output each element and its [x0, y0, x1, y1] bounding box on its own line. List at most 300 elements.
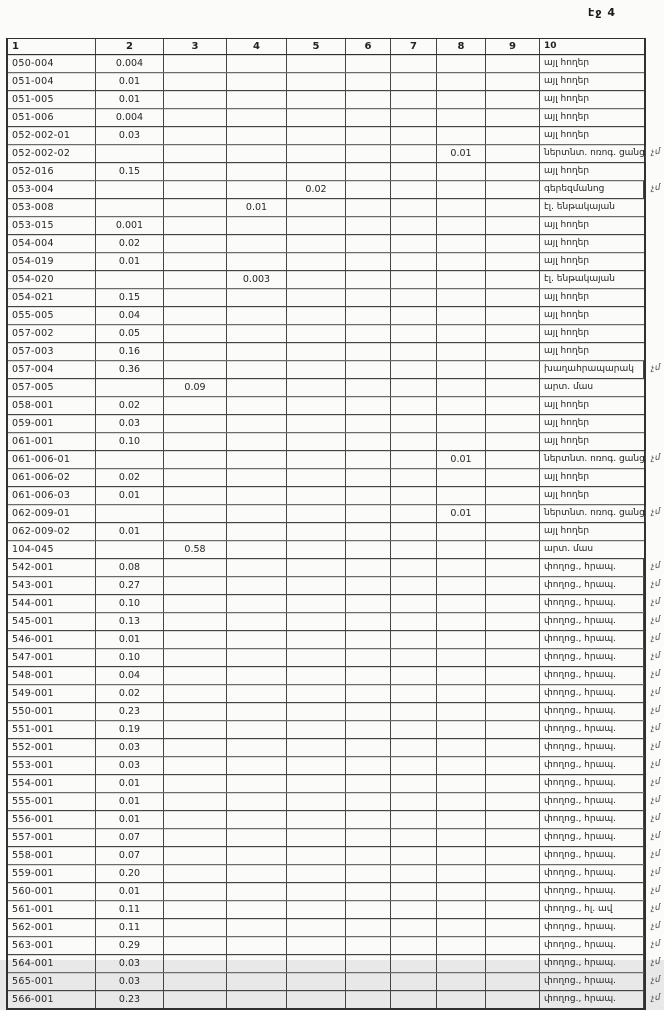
cell-col-10: փողոց., հլ. ավ: [540, 901, 644, 918]
cell-col-4: [227, 973, 287, 990]
handwritten-margin-mark: չմ: [650, 614, 662, 626]
header-cell-6: 6: [346, 39, 391, 54]
cell-col-6: [346, 235, 391, 252]
cell-col-3: [164, 631, 227, 648]
table-row: [8, 559, 662, 577]
cell-col-9: [486, 523, 540, 540]
cell-col-7: [391, 253, 437, 270]
cell-col-5: [287, 955, 346, 972]
table-row: [8, 613, 662, 631]
handwritten-margin-mark: չմ: [650, 812, 662, 824]
cell-col-8: [437, 973, 486, 990]
cell-col-5: [287, 649, 346, 666]
cell-col-6: [346, 271, 391, 288]
cell-col-1: 549-001: [8, 685, 96, 702]
cell-col-3: [164, 487, 227, 504]
cell-col-1: 052-002-01: [8, 127, 96, 144]
cell-col-1: 547-001: [8, 649, 96, 666]
cell-col-9: [486, 811, 540, 828]
cell-col-3: [164, 523, 227, 540]
cell-col-10: փողոց., հրապ.: [540, 577, 644, 594]
table-row: [8, 163, 644, 181]
cell-col-3: [164, 127, 227, 144]
cell-col-3: [164, 829, 227, 846]
cell-col-8: 0.01: [437, 451, 486, 468]
cell-col-8: [437, 577, 486, 594]
cell-col-3: [164, 883, 227, 900]
cell-col-5: [287, 739, 346, 756]
cell-col-7: [391, 991, 437, 1008]
table-row: [8, 667, 662, 685]
cell-col-2: 0.27: [96, 577, 164, 594]
cell-col-10: այլ հողեր: [544, 346, 590, 356]
cell-col-4: [227, 901, 287, 918]
cell-col-10: փողոց., հրապ.: [540, 721, 644, 738]
cell-col-6: [346, 91, 391, 108]
cell-col-2: 0.04: [96, 667, 164, 684]
cell-col-9: [486, 127, 540, 144]
cell-col-8: [437, 289, 486, 306]
cell-col-9: [486, 847, 540, 864]
table-row: [8, 127, 644, 145]
cell-col-8: [437, 559, 486, 576]
cell-col-5: [287, 73, 346, 90]
cell-col-3: [164, 73, 227, 90]
cell-col-8: [437, 487, 486, 504]
cell-col-3: [164, 973, 227, 990]
cell-col-2: 0.01: [96, 253, 164, 270]
cell-col-2: 0.004: [96, 109, 164, 126]
cell-col-6: [346, 361, 391, 378]
data-table: [6, 38, 662, 1010]
cell-col-6: [346, 505, 391, 522]
cell-col-2: 0.15: [96, 289, 164, 306]
cell-col-1: 544-001: [8, 595, 96, 612]
cell-col-4: [227, 433, 287, 450]
handwritten-margin-mark: չմ: [650, 740, 662, 752]
table-row: [8, 307, 644, 325]
cell-col-5: [287, 847, 346, 864]
handwritten-margin-mark: չմ: [650, 902, 662, 914]
cell-col-5: [287, 55, 346, 72]
cell-col-4: [227, 847, 287, 864]
header-cell-1: 1: [8, 39, 96, 54]
cell-col-1: 057-003: [8, 343, 96, 360]
table-row: [8, 847, 662, 865]
cell-col-10: փողոց., հրապ.: [540, 955, 644, 972]
cell-col-6: [346, 703, 391, 720]
cell-col-10: ներտնտ. ոռոգ. ցանց: [540, 451, 646, 468]
header-cell-7: 7: [391, 39, 437, 54]
table-row: [8, 829, 662, 847]
cell-col-2: 0.01: [96, 811, 164, 828]
cell-col-8: [437, 955, 486, 972]
cell-col-7: [391, 469, 437, 486]
cell-col-2: 0.02: [96, 397, 164, 414]
cell-col-10: փողոց., հրապ.: [540, 991, 644, 1008]
cell-col-8: [437, 271, 486, 288]
header-cell-4: 4: [227, 39, 287, 54]
cell-col-2: [96, 379, 164, 396]
cell-col-8: [437, 307, 486, 324]
cell-col-10: փողոց., հրապ.: [540, 811, 644, 828]
cell-col-5: [287, 91, 346, 108]
cell-col-10: փողոց., հրապ.: [540, 631, 644, 648]
cell-col-2: 0.02: [96, 235, 164, 252]
table-row: [8, 91, 644, 109]
cell-col-5: [287, 451, 346, 468]
cell-col-4: [227, 451, 287, 468]
cell-col-10: այլ հողեր: [544, 400, 590, 410]
cell-col-4: [227, 127, 287, 144]
cell-col-8: [437, 361, 486, 378]
cell-col-10: փողոց., հրապ.: [540, 613, 644, 630]
cell-col-7: [391, 289, 437, 306]
cell-col-8: [437, 325, 486, 342]
cell-col-8: [437, 379, 486, 396]
cell-col-9: [486, 541, 540, 558]
table-row: [8, 271, 644, 289]
cell-col-3: [164, 253, 227, 270]
cell-col-9: [486, 865, 540, 882]
cell-col-7: [391, 217, 437, 234]
cell-col-5: [287, 415, 346, 432]
cell-col-3: [164, 901, 227, 918]
cell-col-4: [227, 631, 287, 648]
cell-col-7: [391, 721, 437, 738]
cell-col-9: [486, 253, 540, 270]
cell-col-1: 055-005: [8, 307, 96, 324]
handwritten-margin-mark: չմ: [650, 938, 662, 950]
cell-col-2: 0.23: [96, 991, 164, 1008]
cell-col-7: [391, 415, 437, 432]
handwritten-margin-mark: չմ: [650, 992, 662, 1004]
cell-col-5: [287, 973, 346, 990]
cell-col-3: [164, 109, 227, 126]
cell-col-5: [287, 163, 346, 180]
cell-col-2: 0.15: [96, 163, 164, 180]
cell-col-9: [486, 379, 540, 396]
cell-col-10: այլ հողեր: [544, 58, 590, 68]
cell-col-6: [346, 73, 391, 90]
cell-col-5: [287, 469, 346, 486]
cell-col-8: [437, 109, 486, 126]
cell-col-3: [164, 667, 227, 684]
handwritten-margin-mark: չմ: [650, 596, 662, 608]
cell-col-5: [287, 793, 346, 810]
cell-col-3: [164, 271, 227, 288]
cell-col-1: 566-001: [8, 991, 96, 1008]
cell-col-6: [346, 181, 391, 198]
cell-col-2: [96, 199, 164, 216]
cell-col-8: [437, 667, 486, 684]
cell-col-6: [346, 721, 391, 738]
cell-col-4: [227, 541, 287, 558]
cell-col-7: [391, 181, 437, 198]
cell-col-1: 557-001: [8, 829, 96, 846]
cell-col-7: [391, 757, 437, 774]
cell-col-7: [391, 109, 437, 126]
cell-col-3: [164, 91, 227, 108]
cell-col-1: 058-001: [8, 397, 96, 414]
cell-col-6: [346, 739, 391, 756]
cell-col-10: այլ հողեր: [544, 526, 590, 536]
table-row: [8, 487, 644, 505]
cell-col-6: [346, 991, 391, 1008]
cell-col-10: փողոց., հրապ.: [540, 775, 644, 792]
cell-col-7: [391, 577, 437, 594]
cell-col-8: [437, 775, 486, 792]
table-row: [8, 361, 662, 379]
handwritten-margin-mark: չմ: [650, 668, 662, 680]
cell-col-2: 0.07: [96, 829, 164, 846]
cell-col-1: 062-009-02: [8, 523, 96, 540]
cell-col-2: 0.10: [96, 433, 164, 450]
cell-col-1: 560-001: [8, 883, 96, 900]
page-number-label: էջ 4: [588, 6, 616, 19]
cell-col-7: [391, 631, 437, 648]
cell-col-10: փողոց., հրապ.: [540, 883, 644, 900]
cell-col-6: [346, 901, 391, 918]
cell-col-9: [486, 307, 540, 324]
handwritten-margin-mark: չմ: [650, 776, 662, 788]
cell-col-9: [486, 361, 540, 378]
cell-col-10: այլ հողեր: [544, 238, 590, 248]
cell-col-7: [391, 325, 437, 342]
cell-col-5: [287, 541, 346, 558]
cell-col-1: 051-004: [8, 73, 96, 90]
cell-col-2: 0.01: [96, 487, 164, 504]
header-cell-2: 2: [96, 39, 164, 54]
cell-col-5: [287, 199, 346, 216]
cell-col-5: [287, 829, 346, 846]
cell-col-6: [346, 973, 391, 990]
table-row: [8, 469, 644, 487]
cell-col-4: [227, 253, 287, 270]
cell-col-3: [164, 739, 227, 756]
cell-col-10: այլ հողեր: [544, 436, 590, 446]
cell-col-5: [287, 109, 346, 126]
cell-col-1: 053-015: [8, 217, 96, 234]
cell-col-3: [164, 415, 227, 432]
table-row: [8, 451, 662, 469]
cell-col-6: [346, 577, 391, 594]
cell-col-8: [437, 739, 486, 756]
table-row: [8, 235, 644, 253]
cell-col-1: 561-001: [8, 901, 96, 918]
cell-col-3: [164, 595, 227, 612]
cell-col-4: [227, 505, 287, 522]
cell-col-9: [486, 451, 540, 468]
handwritten-margin-mark: չմ: [650, 452, 662, 464]
cell-col-10: այլ հողեր: [544, 130, 590, 140]
cell-col-2: 0.04: [96, 307, 164, 324]
cell-col-5: [287, 127, 346, 144]
cell-col-9: [486, 163, 540, 180]
handwritten-margin-mark: չմ: [650, 722, 662, 734]
cell-col-10: արտ. մաս: [544, 544, 594, 554]
table-row: [8, 865, 662, 883]
cell-col-10: այլ հողեր: [544, 112, 590, 122]
handwritten-margin-mark: չմ: [650, 830, 662, 842]
cell-col-6: [346, 199, 391, 216]
cell-col-3: 0.58: [164, 541, 227, 558]
cell-col-1: 545-001: [8, 613, 96, 630]
cell-col-6: [346, 217, 391, 234]
cell-col-9: [486, 649, 540, 666]
cell-col-9: [486, 415, 540, 432]
cell-col-2: 0.16: [96, 343, 164, 360]
cell-col-7: [391, 667, 437, 684]
cell-col-10: այլ հողեր: [544, 292, 590, 302]
cell-col-3: [164, 991, 227, 1008]
cell-col-3: [164, 181, 227, 198]
cell-col-2: 0.03: [96, 415, 164, 432]
handwritten-margin-mark: չմ: [650, 578, 662, 590]
cell-col-5: [287, 289, 346, 306]
cell-col-3: [164, 685, 227, 702]
cell-col-2: 0.001: [96, 217, 164, 234]
cell-col-7: [391, 937, 437, 954]
handwritten-margin-mark: չմ: [650, 794, 662, 806]
cell-col-4: [227, 559, 287, 576]
cell-col-2: 0.10: [96, 595, 164, 612]
table-row: [8, 883, 662, 901]
cell-col-6: [346, 955, 391, 972]
cell-col-7: [391, 541, 437, 558]
cell-col-5: [287, 901, 346, 918]
cell-col-7: [391, 307, 437, 324]
cell-col-1: 559-001: [8, 865, 96, 882]
cell-col-9: [486, 667, 540, 684]
table-row: [8, 919, 662, 937]
cell-col-8: [437, 919, 486, 936]
table-row: [8, 631, 662, 649]
cell-col-1: 057-002: [8, 325, 96, 342]
cell-col-8: [437, 883, 486, 900]
handwritten-margin-mark: չմ: [650, 974, 662, 986]
cell-col-6: [346, 451, 391, 468]
cell-col-9: [486, 757, 540, 774]
cell-col-4: [227, 469, 287, 486]
cell-col-5: [287, 775, 346, 792]
cell-col-5: [287, 271, 346, 288]
cell-col-8: [437, 829, 486, 846]
table-row: [8, 739, 662, 757]
cell-col-1: 551-001: [8, 721, 96, 738]
cell-col-2: 0.01: [96, 793, 164, 810]
cell-col-4: [227, 919, 287, 936]
cell-col-5: [287, 397, 346, 414]
cell-col-9: [486, 55, 540, 72]
cell-col-9: [486, 631, 540, 648]
cell-col-10: փողոց., հրապ.: [540, 757, 644, 774]
cell-col-9: [486, 145, 540, 162]
cell-col-1: 104-045: [8, 541, 96, 558]
cell-col-3: [164, 343, 227, 360]
cell-col-8: 0.01: [437, 145, 486, 162]
table-row: [8, 991, 662, 1008]
cell-col-6: [346, 793, 391, 810]
cell-col-2: [96, 451, 164, 468]
cell-col-5: [287, 145, 346, 162]
table-row: [8, 577, 662, 595]
cell-col-4: [227, 361, 287, 378]
cell-col-10: գերեզմանոց: [540, 181, 644, 198]
cell-col-4: [227, 415, 287, 432]
cell-col-6: [346, 253, 391, 270]
cell-col-9: [486, 937, 540, 954]
cell-col-6: [346, 829, 391, 846]
handwritten-margin-mark: չմ: [650, 182, 662, 194]
cell-col-6: [346, 487, 391, 504]
cell-col-2: 0.19: [96, 721, 164, 738]
cell-col-4: [227, 685, 287, 702]
cell-col-6: [346, 685, 391, 702]
cell-col-2: 0.03: [96, 955, 164, 972]
handwritten-margin-mark: չմ: [650, 758, 662, 770]
cell-col-1: 542-001: [8, 559, 96, 576]
cell-col-4: [227, 829, 287, 846]
table-row: [8, 901, 662, 919]
cell-col-3: [164, 865, 227, 882]
cell-col-10: փողոց., հրապ.: [540, 649, 644, 666]
cell-col-1: 057-005: [8, 379, 96, 396]
cell-col-9: [486, 397, 540, 414]
cell-col-7: [391, 271, 437, 288]
cell-col-7: [391, 145, 437, 162]
cell-col-5: [287, 703, 346, 720]
cell-col-7: [391, 451, 437, 468]
cell-col-10: այլ հողեր: [544, 310, 590, 320]
cell-col-7: [391, 55, 437, 72]
handwritten-margin-mark: չմ: [650, 506, 662, 518]
cell-col-8: [437, 649, 486, 666]
cell-col-10: փողոց., հրապ.: [540, 703, 644, 720]
cell-col-4: [227, 325, 287, 342]
cell-col-10: էլ. ենթակայան: [544, 202, 616, 212]
cell-col-3: [164, 613, 227, 630]
cell-col-2: [96, 145, 164, 162]
cell-col-4: [227, 595, 287, 612]
cell-col-5: [287, 235, 346, 252]
cell-col-7: [391, 865, 437, 882]
header-cell-5: 5: [287, 39, 346, 54]
cell-col-10: այլ հողեր: [544, 328, 590, 338]
cell-col-2: 0.10: [96, 649, 164, 666]
cell-col-8: [437, 415, 486, 432]
cell-col-6: [346, 469, 391, 486]
handwritten-margin-mark: չմ: [650, 866, 662, 878]
cell-col-4: [227, 235, 287, 252]
cell-col-6: [346, 289, 391, 306]
cell-col-1: 059-001: [8, 415, 96, 432]
cell-col-7: [391, 487, 437, 504]
cell-col-1: 563-001: [8, 937, 96, 954]
cell-col-10: փողոց., հրապ.: [540, 559, 644, 576]
cell-col-9: [486, 577, 540, 594]
cell-col-8: [437, 73, 486, 90]
table-row: [8, 397, 644, 415]
cell-col-6: [346, 883, 391, 900]
cell-col-6: [346, 325, 391, 342]
cell-col-2: 0.01: [96, 883, 164, 900]
cell-col-5: [287, 433, 346, 450]
cell-col-4: [227, 703, 287, 720]
cell-col-5: [287, 307, 346, 324]
cell-col-4: [227, 397, 287, 414]
cell-col-10: փողոց., հրապ.: [540, 865, 644, 882]
